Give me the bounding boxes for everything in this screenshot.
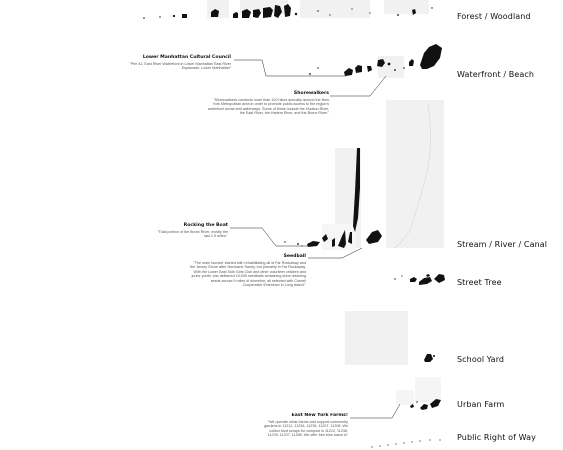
- category-forest-woodland: Forest / Woodland: [457, 12, 531, 21]
- context-panels: [207, 0, 444, 405]
- school-yard-sites: [424, 354, 435, 362]
- category-waterfront-beach: Waterfront / Beach: [457, 70, 535, 79]
- annotation-lower-manhattan-cultural-council: [114, 55, 231, 71]
- annotation-body: "Tidal portion of the Bronx River, mostly the last 1.5 miles.": [157, 229, 228, 239]
- category-school-yard: School Yard: [457, 355, 505, 364]
- annotation-seedball: [190, 254, 306, 288]
- annotation-title: Lower Manhattan Cultural Council: [142, 55, 231, 60]
- category-urban-farm: Urban Farm: [457, 400, 505, 409]
- annotation-rocking-the-boat: [152, 223, 228, 239]
- annotation-title: Rocking the Boat: [183, 223, 228, 228]
- waterfront-beach-sites: [309, 44, 442, 76]
- category-street-tree: Street Tree: [457, 278, 502, 287]
- annotation-body: "We operate urban farms and support community gardens in 11212, 11236, 11239, 11207, 11208. We collect food scraps for compost in 11212, 11236, 11239, 11207, 11208. We offer free bins loans to": [264, 419, 348, 438]
- category-stream-river-canal: Stream / River / Canal: [457, 240, 548, 249]
- annotation-body: "Pier 42, East River Waterfront in Lower Manhattan East River Esplanade, Lower Manhattan": [129, 61, 231, 71]
- annotation-title: Shorewalkers: [293, 91, 329, 96]
- category-public-right-of-way: Public Right of Way: [457, 433, 537, 442]
- annotation-east-new-york-farms: [260, 413, 348, 450]
- street-tree-sites: [394, 274, 445, 285]
- annotation-body: "The main founder started with rehabilitating all of Far Rockaway and the Jersey Shore after Hurricane Sandy, but primarily in Far Rockaway. With the Lower East Side Girls Club and other volunteer children and junior youth, she delivered 15,000 seedballs containing dune restoring seeds across 9 miles of shoreline, all selected with Cornell Cooperative Extension in Long Island.": [190, 260, 306, 288]
- annotation-body: "Shorewalkers conducts more than 120 hikes annually around the New York Metropolitan area in order to promote public access to the region's waterfront areas and waterways. Some of these include the Hudson River, the East River, the Harlem River, and the Bronx River.": [207, 97, 329, 116]
- annotation-shorewalkers: [207, 91, 329, 116]
- annotation-title: East New York Farms!: [291, 413, 348, 418]
- annotation-title: Seedball: [283, 254, 306, 259]
- public-right-of-way-sites: [371, 439, 440, 447]
